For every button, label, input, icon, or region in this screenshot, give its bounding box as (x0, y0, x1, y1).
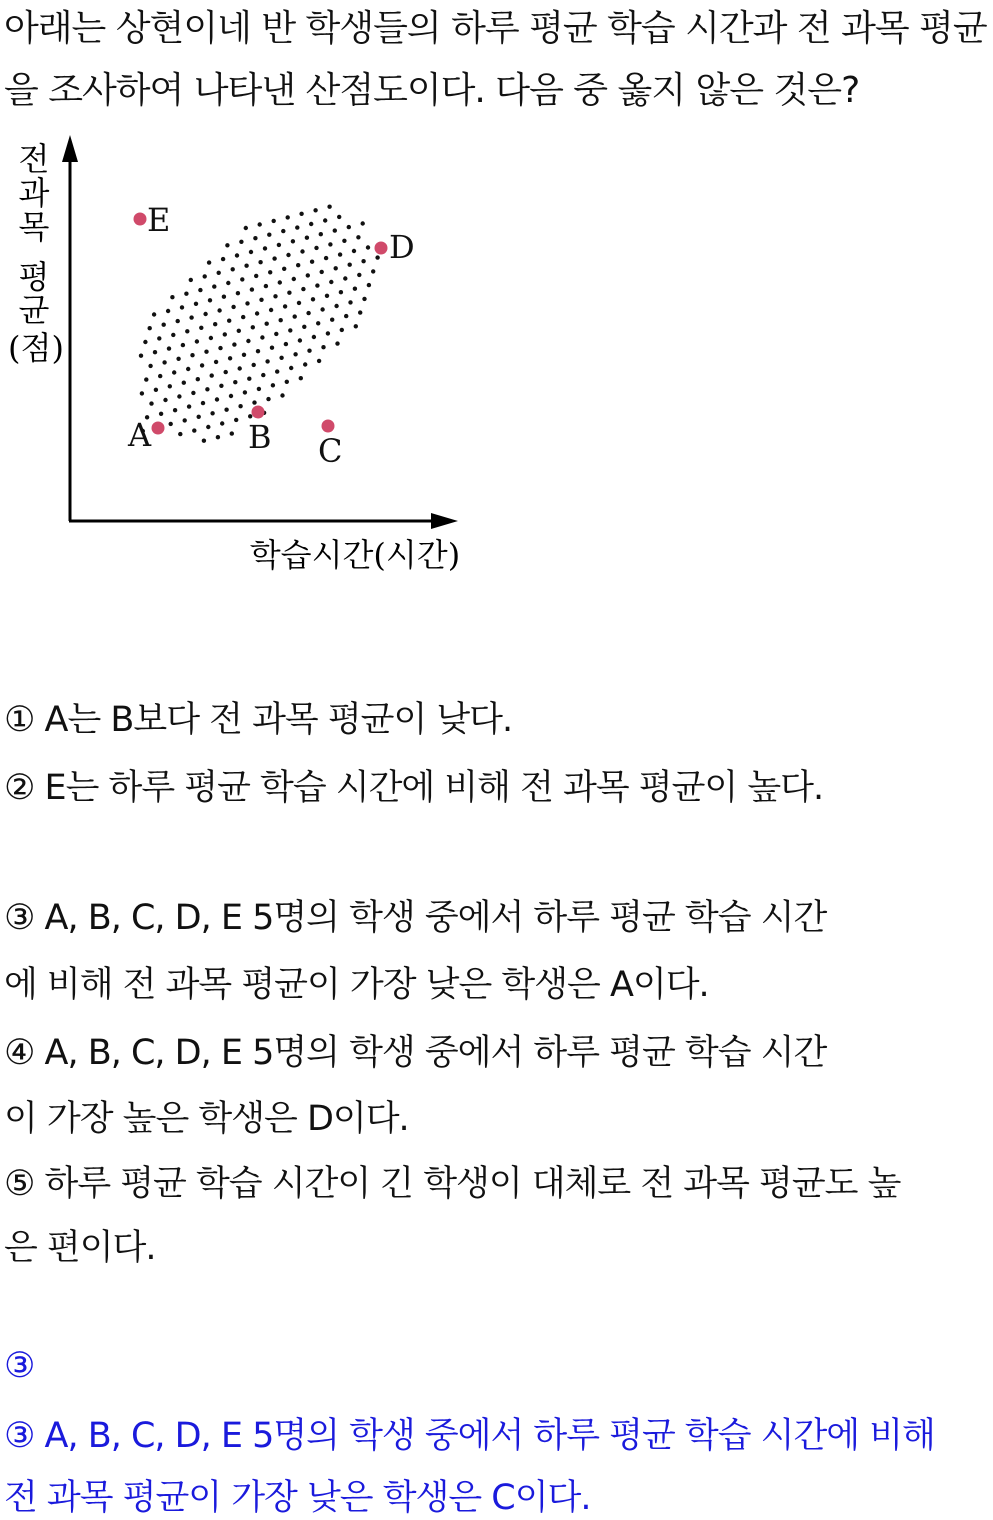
y-axis-label-char: 평 (18, 258, 50, 296)
labeled-points (127, 201, 415, 470)
scatter-dot (265, 322, 269, 326)
scatter-dot (272, 256, 276, 260)
scatter-dot (339, 290, 343, 294)
y-axis-label (8, 140, 64, 367)
scatter-dot (327, 205, 331, 209)
point-c (322, 420, 335, 433)
scatter-dot (235, 253, 239, 257)
scatter-dot (329, 280, 333, 284)
scatter-dot (245, 301, 249, 305)
scatter-dot (244, 226, 248, 230)
scatter-dot (260, 335, 264, 339)
scatter-dot (307, 349, 311, 353)
scatter-dot (266, 397, 270, 401)
scatter-dot (178, 432, 182, 436)
scatter-dot (264, 284, 268, 288)
scatter-dot (258, 260, 262, 264)
scatter-dot (285, 380, 289, 384)
scatter-dot (249, 250, 253, 254)
y-axis-arrow (62, 135, 78, 162)
option-3-line-2: 에 비해 전 과목 평균이 가장 낮은 학생은 A이다. (4, 965, 709, 1005)
scatter-dot (177, 394, 181, 398)
point-e (134, 213, 147, 226)
scatter-dot (291, 239, 295, 243)
scatter-dot (214, 360, 218, 364)
scatter-dot (169, 422, 173, 426)
scatter-dot (170, 295, 174, 299)
scatter-dot (243, 390, 247, 394)
scatter-dot (154, 388, 158, 392)
scatter-dot (361, 259, 365, 263)
scatter-dot (217, 308, 221, 312)
scatter-dot (283, 304, 287, 308)
scatter-dot (375, 255, 379, 259)
scatter-dot (217, 271, 221, 275)
scatter-dot (282, 267, 286, 271)
scatter-dot (186, 367, 190, 371)
scatter-dot (210, 411, 214, 415)
scatter-dot (140, 391, 144, 395)
scatter-dot (153, 350, 157, 354)
scatter-dot (309, 222, 313, 226)
scatter-dot (251, 325, 255, 329)
option-2: ② E는 하루 평균 학습 시간에 비해 전 과목 평균이 높다. (4, 768, 824, 808)
scatter-dot (185, 329, 189, 333)
scatter-dot (148, 364, 152, 368)
scatter-dot (176, 357, 180, 361)
scatter-dot (292, 277, 296, 281)
scatter-dot (356, 235, 360, 239)
scatter-dot (299, 212, 303, 216)
scatter-dot (181, 343, 185, 347)
scatter-dot (207, 260, 211, 264)
scatter-dot (326, 331, 330, 335)
scatter-dot (257, 387, 261, 391)
option-5-line-2: 은 편이다. (4, 1228, 156, 1268)
scatter-dot (353, 287, 357, 291)
scatter-dot (310, 260, 314, 264)
scatter-dot (215, 397, 219, 401)
scatter-dot (344, 314, 348, 318)
scatter-dot (200, 363, 204, 367)
point-label-a: A (128, 416, 152, 454)
scatter-dot (311, 297, 315, 301)
scatter-dot (343, 276, 347, 280)
scatter-dot (288, 328, 292, 332)
scatter-dot (198, 288, 202, 292)
scatter-dot (312, 335, 316, 339)
scatter-dot (176, 319, 180, 323)
point-b (252, 406, 265, 419)
option-4-line-1: ④ A, B, C, D, E 5명의 학생 중에서 하루 평균 학습 시간 (4, 1033, 827, 1073)
scatter-dot (361, 221, 365, 225)
scatter-dot (340, 328, 344, 332)
scatter-dot (144, 377, 148, 381)
scatter-dot (267, 233, 271, 237)
scatter-dot (229, 394, 233, 398)
scatter-dot (255, 311, 259, 315)
scatter-dot (202, 439, 206, 443)
scatter-dot (325, 294, 329, 298)
scatter-dot (342, 239, 346, 243)
scatter-dot (316, 321, 320, 325)
scatter-dot (192, 428, 196, 432)
scatter-dot (224, 370, 228, 374)
scatter-dot (286, 215, 290, 219)
scatter-dot (293, 314, 297, 318)
scatter-dot (223, 332, 227, 336)
scatter-dot (280, 393, 284, 397)
scatter-dot (333, 228, 337, 232)
option-4-line-2: 이 가장 높은 학생은 D이다. (4, 1099, 409, 1139)
scatter-dot (337, 215, 341, 219)
scatter-dot (289, 366, 293, 370)
question-line-1: 아래는 상현이네 반 학생들의 하루 평균 학습 시간과 전 과목 평균 (4, 8, 987, 49)
scatter-dot (358, 310, 362, 314)
scatter-dot (231, 267, 235, 271)
scatter-dot (298, 338, 302, 342)
scatter-dot (274, 332, 278, 336)
answer-explanation-line-1: ③ A, B, C, D, E 5명의 학생 중에서 하루 평균 학습 시간에 비해 (4, 1416, 935, 1456)
scatter-dot (241, 315, 245, 319)
scatter-dot (305, 236, 309, 240)
scatter-dot (187, 404, 191, 408)
scatter-dot (220, 421, 224, 425)
scatter-dot (277, 243, 281, 247)
scatter-dot (219, 384, 223, 388)
scatter-dot (203, 312, 207, 316)
scatter-dot (293, 352, 297, 356)
scatter-dot (238, 404, 242, 408)
scatter-dot (338, 252, 342, 256)
scatter-dot (279, 318, 283, 322)
scatter-dot (348, 300, 352, 304)
scatter-dot (195, 339, 199, 343)
scatter-dot (194, 302, 198, 306)
scatter-dot (253, 236, 257, 240)
scatter-dot (335, 341, 339, 345)
y-axis-label-char: 전 (18, 140, 50, 178)
scatter-dot (302, 325, 306, 329)
scatter-dot (259, 298, 263, 302)
answer-number: ③ (4, 1346, 35, 1386)
scatter-dot (272, 219, 276, 223)
scatter-dot (323, 218, 327, 222)
scatter-dot (159, 412, 163, 416)
scatter-dot (258, 222, 262, 226)
scatter-dot (166, 309, 170, 313)
scatter-dot (366, 245, 370, 249)
scatter-dot (199, 326, 203, 330)
scatter-dot (234, 418, 238, 422)
scatter-dot (157, 336, 161, 340)
scatter-dot (265, 359, 269, 363)
scatter-dot (270, 346, 274, 350)
scatter-dot (313, 208, 317, 212)
scatter-dot (281, 229, 285, 233)
scatter-dot (269, 308, 273, 312)
y-axis-label-char: (점) (8, 329, 64, 367)
scatter-dot (247, 377, 251, 381)
scatter-dot (261, 373, 265, 377)
scatter-dot (183, 418, 187, 422)
scatter-dot (228, 356, 232, 360)
scatter-dot (348, 263, 352, 267)
scatter-dot (367, 283, 371, 287)
scatter-dot (362, 297, 366, 301)
scatter-dot (317, 359, 321, 363)
scatter-dot (295, 225, 299, 229)
scatter-dot (371, 269, 375, 273)
scatter-dot (324, 256, 328, 260)
scatter-dot (180, 305, 184, 309)
scatter-dot (213, 322, 217, 326)
scatter-dot (190, 353, 194, 357)
scatter-dot (216, 435, 220, 439)
scatter-dot (225, 243, 229, 247)
scatter-dot (275, 369, 279, 373)
scatter-dot (168, 384, 172, 388)
scatter-dot (320, 307, 324, 311)
scatter-dot (232, 342, 236, 346)
scatter-dot (297, 301, 301, 305)
scatter-dot (314, 246, 318, 250)
scatter-dot (230, 431, 234, 435)
scatter-dot (301, 287, 305, 291)
scatter-dot (191, 391, 195, 395)
scatter-dot (148, 326, 152, 330)
point-d (375, 242, 388, 255)
scatter-dot (162, 323, 166, 327)
scatter-dot (271, 383, 275, 387)
scatter-dot (278, 280, 282, 284)
scatter-dot (319, 232, 323, 236)
scatter-dot (149, 401, 153, 405)
scatter-dot (303, 362, 307, 366)
scatter-dot (299, 376, 303, 380)
scatter-dot (246, 339, 250, 343)
scatter-dot (279, 356, 283, 360)
option-1: ① A는 B보다 전 과목 평균이 낮다. (4, 700, 513, 740)
scatter-dot (182, 381, 186, 385)
scatter-dot (158, 374, 162, 378)
point-label-c: C (318, 432, 343, 470)
scatter-dot (201, 401, 205, 405)
scatter-dot (238, 366, 242, 370)
scatter-dot (287, 291, 291, 295)
scatter-dot (315, 283, 319, 287)
scatter-dot (206, 425, 210, 429)
scatter-dot (210, 373, 214, 377)
scatter-dot (321, 345, 325, 349)
option-5-line-1: ⑤ 하루 평균 학습 시간이 긴 학생이 대체로 전 과목 평균도 높 (4, 1164, 901, 1204)
scatter-dot (224, 408, 228, 412)
scatter-dot (233, 380, 237, 384)
scatter-dot (163, 398, 167, 402)
scatter-dot (205, 387, 209, 391)
scatter-dot (167, 346, 171, 350)
scatter-dot (334, 266, 338, 270)
scatter-dot (222, 295, 226, 299)
scatter-dot (252, 400, 256, 404)
scatter-dot (306, 273, 310, 277)
scatter-dot (286, 253, 290, 257)
scatter-dot (357, 273, 361, 277)
scatter-dot (184, 292, 188, 296)
scatter-dot (268, 270, 272, 274)
scatter-dot (152, 312, 156, 316)
scatter-dot (236, 291, 240, 295)
scatter-dot (347, 225, 351, 229)
scatter-dot (189, 278, 193, 282)
scatter-dot (171, 333, 175, 337)
scatter-dot (172, 370, 176, 374)
scatter-dot (189, 315, 193, 319)
scatter-dot (173, 408, 177, 412)
scatter-dot (143, 340, 147, 344)
scatter-dot (226, 281, 230, 285)
scatter-dot (237, 329, 241, 333)
scatter-dot (352, 249, 356, 253)
scatter-dot (221, 257, 225, 261)
y-axis-label-char: 균 (18, 291, 50, 329)
point-label-b: B (248, 418, 272, 456)
scatter-dot (284, 342, 288, 346)
scatter-dot (354, 324, 358, 328)
scatter-dot (239, 240, 243, 244)
scatter-dot (306, 311, 310, 315)
scatter-dot (212, 284, 216, 288)
scatter-dot (227, 319, 231, 323)
scatter-dot (252, 363, 256, 367)
question-line-2: 을 조사하여 나타낸 산점도이다. 다음 중 옳지 않은 것은? (4, 70, 860, 111)
answer-explanation-line-2: 전 과목 평균이 가장 낮은 학생은 C이다. (4, 1478, 591, 1518)
scatter-dot (196, 377, 200, 381)
scatter-dot (296, 263, 300, 267)
scatter-dot (263, 246, 267, 250)
scatter-dot (231, 305, 235, 309)
scatter-dot (139, 354, 143, 358)
x-axis-arrow (431, 513, 458, 529)
scatter-dot (328, 242, 332, 246)
scatter-dot (218, 346, 222, 350)
scatter-dot (334, 304, 338, 308)
scatter-dot (208, 298, 212, 302)
scatter-dot (197, 415, 201, 419)
point-label-d: D (389, 228, 415, 266)
point-a (152, 422, 165, 435)
scatter-dot (300, 249, 304, 253)
scatter-dot (273, 294, 277, 298)
scatter-dot (244, 264, 248, 268)
scatter-dot (242, 353, 246, 357)
point-label-e: E (147, 201, 171, 239)
scatter-dot (320, 270, 324, 274)
scatter-plot (0, 125, 480, 585)
x-axis-label: 학습시간(시간) (249, 536, 461, 574)
scatter-dot (330, 318, 334, 322)
option-3-line-1: ③ A, B, C, D, E 5명의 학생 중에서 하루 평균 학습 시간 (4, 898, 827, 938)
scatter-dot (240, 277, 244, 281)
scatter-dot (203, 274, 207, 278)
scatter-dot (204, 350, 208, 354)
scatter-dot (254, 274, 258, 278)
scatter-dot (162, 360, 166, 364)
scatter-dot (209, 336, 213, 340)
y-axis-label-char: 목 (18, 208, 50, 246)
scatter-dot (256, 349, 260, 353)
scatter-dot (250, 287, 254, 291)
y-axis-label-char: 과 (18, 174, 50, 212)
